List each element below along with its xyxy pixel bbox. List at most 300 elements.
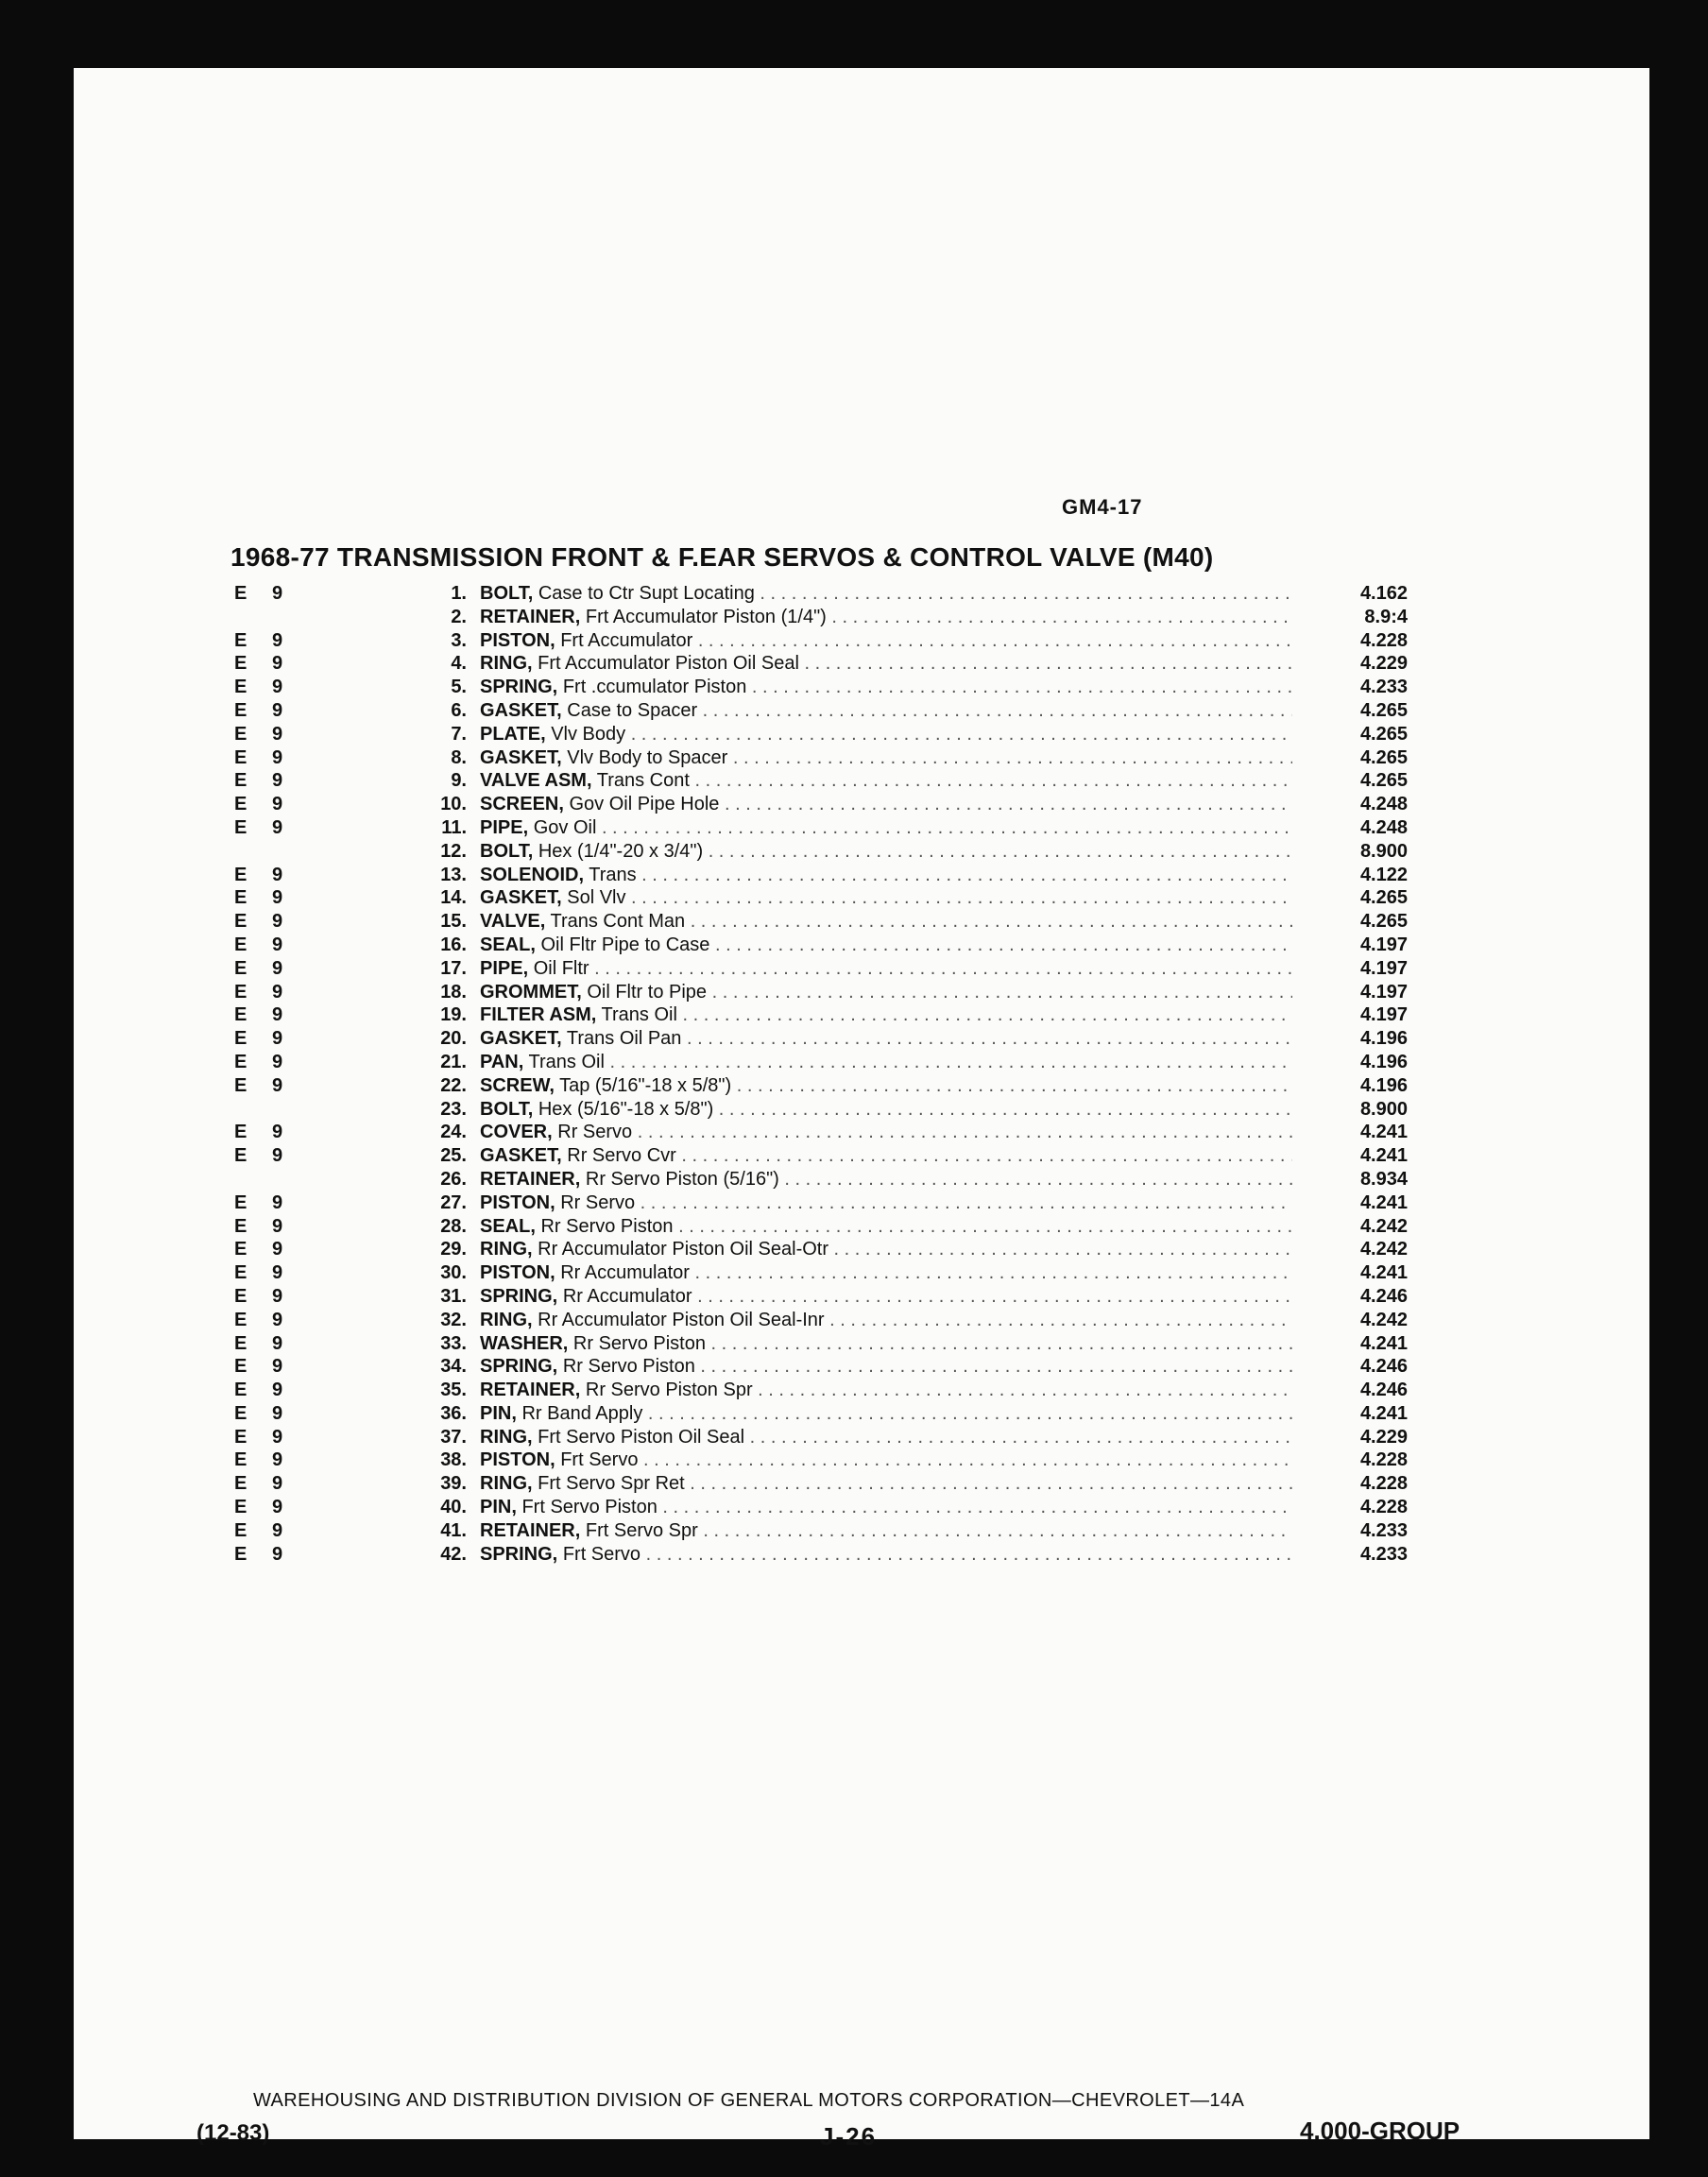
item-number: 30.: [440, 1262, 467, 1284]
usage-code: E: [234, 1426, 248, 1448]
model-code: 9: [272, 981, 283, 1003]
group-code: 4.265: [1359, 746, 1408, 768]
list-item: [234, 1168, 1491, 1191]
item-name: SPRING,: [480, 1543, 558, 1565]
item-description: [480, 981, 1292, 1004]
item-description: [480, 1285, 1292, 1309]
item-number: 29.: [440, 1239, 467, 1260]
item-description: [480, 629, 1292, 653]
item-detail: Rr Accumulator Piston Oil Seal-Inr: [538, 1309, 825, 1330]
group-code: 4.242: [1359, 1215, 1408, 1237]
group-code: 4.229: [1359, 653, 1408, 675]
item-number: 36.: [440, 1402, 467, 1424]
item-name: SPRING,: [480, 1356, 558, 1378]
item-detail: Rr Servo Cvr: [567, 1145, 676, 1167]
item-description: [480, 1309, 1292, 1332]
list-item: [234, 1426, 1491, 1449]
item-description: [480, 1074, 1292, 1098]
group-code: 4.265: [1359, 723, 1408, 745]
model-code: 9: [272, 887, 283, 909]
item-description: [480, 1051, 1292, 1074]
item-name: RETAINER,: [480, 1519, 581, 1541]
usage-code: E: [234, 699, 248, 721]
item-description: [480, 723, 1292, 746]
usage-code: E: [234, 1402, 248, 1424]
item-detail: Gov Oil Pipe Hole: [569, 794, 720, 815]
list-item: [234, 1191, 1491, 1215]
model-code: 9: [272, 629, 283, 651]
usage-code: E: [234, 1215, 248, 1237]
item-detail: Rr Accumulator: [562, 1285, 692, 1307]
item-number: 24.: [440, 1122, 467, 1143]
list-item: [234, 910, 1491, 934]
item-number: 6.: [451, 699, 467, 721]
item-detail: Trans Oil: [601, 1004, 677, 1026]
item-detail: Rr Servo Piston: [572, 1332, 706, 1354]
item-detail: Case to Spacer: [567, 699, 698, 721]
group-code: 4.229: [1359, 1426, 1408, 1448]
list-item: [234, 746, 1491, 770]
item-description: [480, 1144, 1292, 1168]
usage-code: E: [234, 746, 248, 768]
item-name: SOLENOID,: [480, 864, 585, 885]
usage-code: E: [234, 957, 248, 979]
item-detail: Frt Accumulator Piston Oil Seal: [538, 653, 799, 675]
model-code: 9: [272, 1145, 283, 1167]
list-item: [234, 793, 1491, 816]
item-name: GASKET,: [480, 887, 562, 909]
usage-code: E: [234, 1309, 248, 1330]
item-detail: Hex (5/16"-18 x 5/8"): [538, 1098, 714, 1120]
model-code: 9: [272, 746, 283, 768]
item-description: [480, 957, 1292, 981]
item-description: [480, 1121, 1292, 1144]
item-detail: Frt .ccumulator Piston: [562, 677, 747, 698]
list-item: [234, 1448, 1491, 1472]
model-code: 9: [272, 957, 283, 979]
item-description: [480, 1098, 1292, 1122]
list-item: [234, 816, 1491, 840]
model-code: 9: [272, 1239, 283, 1260]
usage-code: E: [234, 1449, 248, 1471]
item-description: [480, 886, 1292, 910]
usage-code: E: [234, 1356, 248, 1378]
item-name: RING,: [480, 1473, 533, 1495]
item-detail: Gov Oil: [533, 816, 597, 838]
item-detail: Trans Oil Pan: [566, 1028, 682, 1050]
list-item: [234, 1051, 1491, 1074]
item-detail: Rr Servo Piston (5/16"): [585, 1168, 779, 1190]
item-detail: Oil Fltr: [533, 957, 589, 979]
usage-code: E: [234, 1519, 248, 1541]
group-code: 4.228: [1359, 1473, 1408, 1495]
item-detail: Vlv Body: [551, 723, 626, 745]
item-name: SEAL,: [480, 934, 536, 955]
model-code: 9: [272, 583, 283, 604]
item-name: BOLT,: [480, 840, 534, 862]
model-code: 9: [272, 1122, 283, 1143]
item-detail: Rr Servo Piston Spr: [585, 1380, 753, 1401]
usage-code: E: [234, 677, 248, 698]
model-code: 9: [272, 770, 283, 792]
group-code: 4.233: [1359, 1519, 1408, 1541]
item-detail: Frt Accumulator Piston (1/4"): [585, 606, 827, 627]
usage-code: E: [234, 1028, 248, 1050]
item-number: 37.: [440, 1426, 467, 1448]
item-detail: Sol Vlv: [567, 887, 626, 909]
item-name: RETAINER,: [480, 1380, 581, 1401]
item-description: [480, 676, 1292, 699]
item-name: VALVE,: [480, 911, 546, 933]
usage-code: E: [234, 794, 248, 815]
item-name: COVER,: [480, 1122, 553, 1143]
item-detail: Frt Servo Piston: [521, 1497, 658, 1518]
group-code: 8.934: [1359, 1168, 1408, 1190]
document-page: [74, 68, 1649, 2151]
item-name: PIN,: [480, 1497, 517, 1518]
item-name: SCREW,: [480, 1074, 555, 1096]
item-detail: Oil Fltr Pipe to Case: [540, 934, 710, 955]
usage-code: E: [234, 864, 248, 885]
model-code: 9: [272, 1191, 283, 1213]
item-description: [480, 652, 1292, 676]
group-code: 4.197: [1359, 1004, 1408, 1026]
model-code: 9: [272, 1380, 283, 1401]
item-detail: Frt Servo Spr Ret: [538, 1473, 685, 1495]
item-description: [480, 746, 1292, 770]
group-code: 4.197: [1359, 957, 1408, 979]
list-item: [234, 864, 1491, 887]
item-number: 18.: [440, 981, 467, 1003]
item-detail: Frt Servo Spr: [585, 1519, 698, 1541]
item-detail: Frt Servo: [560, 1449, 639, 1471]
group-code: 4.248: [1359, 816, 1408, 838]
item-description: [480, 934, 1292, 957]
item-name: RING,: [480, 1239, 533, 1260]
item-number: 16.: [440, 934, 467, 955]
group-code: 4.265: [1359, 911, 1408, 933]
item-description: [480, 699, 1292, 723]
item-name: RING,: [480, 1426, 533, 1448]
usage-code: E: [234, 1145, 248, 1167]
group-code: 4.196: [1359, 1051, 1408, 1072]
group-code: 4.162: [1359, 583, 1408, 604]
list-item: [234, 1238, 1491, 1261]
item-name: SPRING,: [480, 1285, 558, 1307]
item-name: PIPE,: [480, 957, 529, 979]
parts-list: [234, 582, 1491, 1566]
usage-code: E: [234, 1285, 248, 1307]
item-description: [480, 1472, 1292, 1496]
list-item: [234, 934, 1491, 957]
list-item: [234, 1215, 1491, 1239]
model-code: 9: [272, 934, 283, 955]
item-description: [480, 1379, 1292, 1402]
item-name: PIPE,: [480, 816, 529, 838]
model-code: 9: [272, 1497, 283, 1518]
usage-code: E: [234, 770, 248, 792]
item-description: [480, 1215, 1292, 1239]
item-number: 13.: [440, 864, 467, 885]
usage-code: E: [234, 1122, 248, 1143]
group-code: 4.197: [1359, 981, 1408, 1003]
item-name: RETAINER,: [480, 606, 581, 627]
group-code: 4.265: [1359, 770, 1408, 792]
list-item: [234, 1472, 1491, 1496]
model-code: 9: [272, 794, 283, 815]
group-code: 8.900: [1359, 1098, 1408, 1120]
model-code: 9: [272, 677, 283, 698]
list-item: [234, 1355, 1491, 1379]
item-description: [480, 840, 1292, 864]
item-name: GASKET,: [480, 699, 562, 721]
list-item: [234, 1309, 1491, 1332]
model-code: 9: [272, 653, 283, 675]
item-description: [480, 1426, 1292, 1449]
item-detail: Case to Ctr Supt Locating: [538, 583, 755, 604]
item-number: 12.: [440, 840, 467, 862]
model-code: 9: [272, 723, 283, 745]
item-detail: Rr Servo: [560, 1191, 636, 1213]
group-code: 4.241: [1359, 1402, 1408, 1424]
item-number: 11.: [441, 816, 467, 838]
item-description: [480, 910, 1292, 934]
item-number: 15.: [440, 911, 467, 933]
item-description: [480, 1519, 1292, 1543]
list-item: [234, 886, 1491, 910]
item-description: [480, 582, 1292, 606]
usage-code: E: [234, 1262, 248, 1284]
list-item: [234, 1027, 1491, 1051]
usage-code: E: [234, 1473, 248, 1495]
model-code: 9: [272, 699, 283, 721]
item-name: GASKET,: [480, 1028, 562, 1050]
group-code: 4.241: [1359, 1122, 1408, 1143]
item-detail: Rr Band Apply: [521, 1402, 643, 1424]
item-detail: Rr Servo Piston: [540, 1215, 674, 1237]
group-code: 4.242: [1359, 1309, 1408, 1330]
group-code: 8.900: [1359, 840, 1408, 862]
model-code: 9: [272, 1051, 283, 1072]
item-description: [480, 1496, 1292, 1519]
model-code: 9: [272, 1356, 283, 1378]
usage-code: E: [234, 1332, 248, 1354]
item-description: [480, 1191, 1292, 1215]
item-number: 4.: [451, 653, 467, 675]
list-item: [234, 1402, 1491, 1426]
item-number: 28.: [440, 1215, 467, 1237]
item-description: [480, 1448, 1292, 1472]
model-code: 9: [272, 1262, 283, 1284]
footer-group: 4.000-GROUP: [1300, 2117, 1460, 2145]
item-number: 7.: [451, 723, 467, 745]
usage-code: E: [234, 583, 248, 604]
list-item: [234, 676, 1491, 699]
item-description: [480, 1402, 1292, 1426]
item-detail: Trans: [589, 864, 637, 885]
list-item: [234, 1003, 1491, 1027]
group-code: 8.9:4: [1364, 606, 1408, 627]
item-detail: Oil Fltr to Pipe: [587, 981, 708, 1003]
usage-code: E: [234, 653, 248, 675]
model-code: 9: [272, 1426, 283, 1448]
item-number: 9.: [451, 770, 467, 792]
item-description: [480, 1027, 1292, 1051]
group-code: 4.196: [1359, 1074, 1408, 1096]
list-item: [234, 723, 1491, 746]
list-item: [234, 1144, 1491, 1168]
group-code: 4.197: [1359, 934, 1408, 955]
item-description: [480, 1168, 1292, 1191]
list-item: [234, 1261, 1491, 1285]
item-number: 1.: [451, 583, 467, 604]
model-code: 9: [272, 864, 283, 885]
item-number: 10.: [440, 794, 467, 815]
item-description: [480, 1003, 1292, 1027]
item-number: 21.: [440, 1051, 467, 1072]
list-item: [234, 606, 1491, 629]
usage-code: E: [234, 1543, 248, 1565]
item-name: RING,: [480, 1309, 533, 1330]
item-detail: Rr Servo Piston: [562, 1356, 695, 1378]
footer-page-number: J-26: [820, 2122, 878, 2151]
item-number: 20.: [440, 1028, 467, 1050]
list-item: [234, 957, 1491, 981]
item-name: PISTON,: [480, 1191, 555, 1213]
usage-code: E: [234, 981, 248, 1003]
item-description: [480, 793, 1292, 816]
usage-code: E: [234, 1239, 248, 1260]
page-code: GM4-17: [1062, 495, 1143, 519]
item-number: 22.: [440, 1074, 467, 1096]
item-number: 38.: [440, 1449, 467, 1471]
item-name: RETAINER,: [480, 1168, 581, 1190]
item-number: 26.: [440, 1168, 467, 1190]
list-item: [234, 1543, 1491, 1567]
item-description: [480, 1332, 1292, 1356]
item-number: 17.: [440, 957, 467, 979]
list-item: [234, 769, 1491, 793]
group-code: 4.228: [1359, 1497, 1408, 1518]
group-code: 4.233: [1359, 677, 1408, 698]
item-detail: Rr Accumulator: [560, 1262, 690, 1284]
list-item: [234, 629, 1491, 653]
list-item: [234, 1098, 1491, 1122]
item-name: SEAL,: [480, 1215, 536, 1237]
list-item: [234, 1332, 1491, 1356]
list-item: [234, 1519, 1491, 1543]
item-detail: Frt Accumulator: [560, 629, 693, 651]
group-code: 4.242: [1359, 1239, 1408, 1260]
group-code: 4.122: [1359, 864, 1408, 885]
item-name: GROMMET,: [480, 981, 582, 1003]
item-detail: Tap (5/16"-18 x 5/8"): [559, 1074, 732, 1096]
item-number: 23.: [440, 1098, 467, 1120]
item-detail: Hex (1/4"-20 x 3/4"): [538, 840, 704, 862]
page-title: 1968-77 TRANSMISSION FRONT & F.EAR SERVOS & CONTROL VALVE (M40): [231, 542, 1214, 572]
item-name: PISTON,: [480, 629, 555, 651]
group-code: 4.241: [1359, 1262, 1408, 1284]
model-code: 9: [272, 1285, 283, 1307]
usage-code: E: [234, 816, 248, 838]
list-item: [234, 1121, 1491, 1144]
item-name: SCREEN,: [480, 794, 564, 815]
item-number: 14.: [440, 887, 467, 909]
list-item: [234, 1285, 1491, 1309]
item-detail: Vlv Body to Spacer: [567, 746, 728, 768]
model-code: 9: [272, 1004, 283, 1026]
item-name: VALVE ASM,: [480, 770, 592, 792]
model-code: 9: [272, 1519, 283, 1541]
list-item: [234, 981, 1491, 1004]
item-name: PLATE,: [480, 723, 546, 745]
item-number: 33.: [440, 1332, 467, 1354]
list-item: [234, 1074, 1491, 1098]
item-number: 8.: [451, 746, 467, 768]
item-description: [480, 864, 1292, 887]
item-detail: Trans Cont Man: [550, 911, 686, 933]
model-code: 9: [272, 1074, 283, 1096]
group-code: 4.241: [1359, 1145, 1408, 1167]
item-number: 5.: [451, 677, 467, 698]
group-code: 4.246: [1359, 1380, 1408, 1401]
item-number: 19.: [440, 1004, 467, 1026]
model-code: 9: [272, 1332, 283, 1354]
model-code: 9: [272, 1473, 283, 1495]
item-description: [480, 1238, 1292, 1261]
item-detail: Frt Servo: [562, 1543, 641, 1565]
item-name: RING,: [480, 653, 533, 675]
group-code: 4.233: [1359, 1543, 1408, 1565]
model-code: 9: [272, 1028, 283, 1050]
usage-code: E: [234, 1074, 248, 1096]
item-description: [480, 1261, 1292, 1285]
item-number: 39.: [440, 1473, 467, 1495]
list-item: [234, 699, 1491, 723]
group-code: 4.246: [1359, 1285, 1408, 1307]
item-number: 3.: [451, 629, 467, 651]
model-code: 9: [272, 911, 283, 933]
item-number: 31.: [440, 1285, 467, 1307]
usage-code: E: [234, 1380, 248, 1401]
item-number: 34.: [440, 1356, 467, 1378]
item-number: 40.: [440, 1497, 467, 1518]
group-code: 4.196: [1359, 1028, 1408, 1050]
usage-code: E: [234, 934, 248, 955]
item-description: [480, 769, 1292, 793]
usage-code: E: [234, 629, 248, 651]
item-name: BOLT,: [480, 1098, 534, 1120]
list-item: [234, 652, 1491, 676]
item-name: BOLT,: [480, 583, 534, 604]
model-code: 9: [272, 1215, 283, 1237]
model-code: 9: [272, 1402, 283, 1424]
item-description: [480, 606, 1292, 629]
item-number: 32.: [440, 1309, 467, 1330]
item-detail: Rr Servo: [557, 1122, 633, 1143]
usage-code: E: [234, 887, 248, 909]
item-name: WASHER,: [480, 1332, 569, 1354]
footer-date: (12-83): [196, 2120, 270, 2146]
list-item: [234, 840, 1491, 864]
item-detail: Frt Servo Piston Oil Seal: [538, 1426, 745, 1448]
usage-code: E: [234, 1004, 248, 1026]
item-number: 27.: [440, 1191, 467, 1213]
list-item: [234, 1496, 1491, 1519]
item-name: PIN,: [480, 1402, 517, 1424]
group-code: 4.265: [1359, 699, 1408, 721]
item-detail: Trans Cont: [596, 770, 690, 792]
